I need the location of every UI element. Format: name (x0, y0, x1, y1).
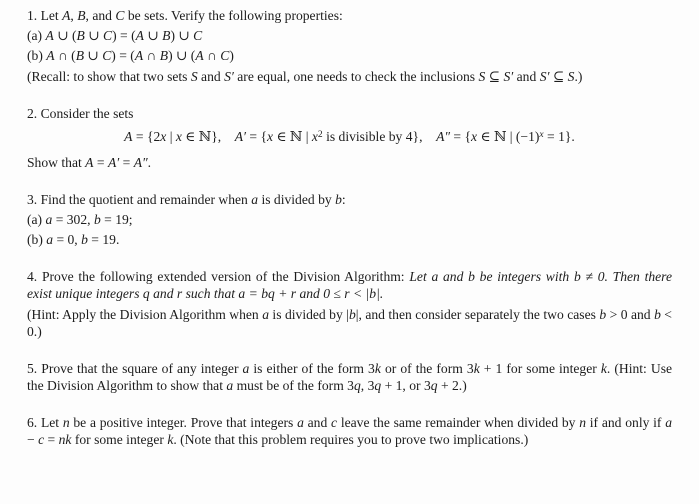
text-segment: Let a and b be integers with b ≠ 0. Then there exist unique integers q and r such that a = bq + r and 0 ≤ r < |b|. (27, 269, 672, 301)
text-segment: A (134, 48, 144, 63)
text-segment: A (62, 8, 71, 23)
text-segment: or of the form 3 (380, 361, 474, 376)
text-segment: ) ∪ ( (168, 48, 196, 63)
text-segment: k (167, 432, 174, 447)
text-segment: a (297, 415, 304, 430)
text-segment: and (197, 69, 225, 84)
text-segment: c (38, 432, 45, 447)
problem-1-item-2 (27, 47, 672, 64)
problem-1-para-3 (27, 68, 672, 85)
problem-1 (27, 7, 672, 85)
problem-set (27, 7, 672, 448)
text-segment: x (311, 129, 318, 144)
text-segment: = 19. (87, 232, 120, 247)
text-segment: .) (574, 69, 583, 84)
text-segment: a (262, 307, 269, 322)
text-segment: ∩ (143, 48, 160, 63)
text-segment: x (160, 129, 167, 144)
text-segment: ∩ ( (54, 48, 76, 63)
problem-1-item-1 (27, 27, 672, 44)
text-segment: b (599, 307, 607, 322)
problem-3-line-0 (27, 191, 672, 208)
text-segment: a (251, 192, 259, 207)
text-segment: C (102, 48, 112, 63)
text-segment: (a) (27, 28, 46, 43)
text-segment: Show that (27, 155, 86, 170)
text-segment: + 2.) (437, 378, 467, 393)
text-segment: leave the same remainder when divided by (337, 415, 580, 430)
text-segment: b (335, 192, 342, 207)
text-segment: A′ (107, 155, 120, 170)
text-segment: b (81, 232, 88, 247)
problem-5-para-0 (27, 360, 672, 394)
problem-4-para-0 (27, 268, 672, 302)
problem-2-line-2 (27, 154, 672, 171)
text-segment: = (93, 155, 108, 170)
text-segment: S′ (224, 69, 234, 84)
text-segment: and (513, 69, 540, 84)
text-segment: be sets. Verify the following properties: (124, 8, 343, 23)
text-segment: = (44, 432, 59, 447)
text-segment: < 0.) (27, 307, 672, 339)
text-segment: 1. Let (27, 8, 63, 23)
text-segment: b (93, 212, 101, 227)
text-segment: A (85, 155, 94, 170)
problem-4-para-1 (27, 306, 672, 340)
text-segment: 3. Find the quotient and remainder when (27, 192, 252, 207)
problem-2-line-0 (27, 105, 672, 122)
text-segment: ) (229, 48, 234, 63)
text-segment: A″ (133, 155, 148, 170)
text-segment: (a) (27, 212, 46, 227)
text-segment: is divisible by 4}, (322, 129, 437, 144)
text-segment: B (76, 28, 85, 43)
text-segment: | (166, 129, 176, 144)
problem-3 (27, 191, 672, 248)
text-segment: A (135, 28, 144, 43)
problem-4 (27, 268, 672, 340)
text-segment: is divided by | (268, 307, 349, 322)
text-segment: C (193, 28, 203, 43)
text-segment: B (159, 48, 169, 63)
text-segment: . (147, 155, 152, 170)
text-segment: c (331, 415, 338, 430)
text-segment: + 1, or 3 (381, 378, 431, 393)
text-segment: . (Hint: Use the Division Algorithm to show that (27, 361, 673, 393)
text-segment: ⊆ (549, 69, 568, 84)
text-segment: A (124, 129, 133, 144)
text-segment: B (162, 28, 171, 43)
text-segment: 6. Let (27, 415, 63, 430)
text-segment: k (600, 361, 607, 376)
problem-2 (27, 105, 672, 171)
text-segment: , 3 (360, 378, 375, 393)
text-segment: A (45, 28, 54, 43)
text-segment: ∈ ℕ | (−1) (477, 129, 540, 144)
text-segment: B (77, 8, 86, 23)
text-segment: = (119, 155, 134, 170)
text-segment: x (539, 129, 544, 140)
text-segment: C (220, 48, 230, 63)
text-segment: ∪ (143, 28, 163, 43)
text-segment: q (353, 378, 361, 393)
text-segment: = 302, (52, 212, 94, 227)
text-segment: a (242, 361, 250, 376)
text-segment: = {2 (132, 129, 161, 144)
text-segment: (Recall: to show that two sets (27, 69, 191, 84)
text-segment: ∪ (84, 48, 103, 63)
text-segment: = 0, (53, 232, 82, 247)
text-segment: A (46, 48, 55, 63)
text-segment: B (75, 48, 85, 63)
text-segment: ) = ( (112, 28, 136, 43)
text-segment: (b) (27, 232, 47, 247)
problem-6 (27, 414, 672, 448)
text-segment: 4. Prove the following extended version of the Division Algorithm: (27, 269, 410, 284)
text-segment: 2 (317, 129, 323, 140)
text-segment: 5. Prove that the square of any integer (27, 361, 243, 376)
text-segment: b (348, 307, 356, 322)
text-segment: n (579, 415, 587, 430)
text-segment: k (473, 361, 480, 376)
text-segment: = 19; (100, 212, 133, 227)
text-segment: x (175, 129, 182, 144)
text-segment: ∪ ( (53, 28, 77, 43)
text-segment: = { (450, 129, 472, 144)
problem-1-line-0 (27, 7, 672, 24)
text-segment: . (Note that this problem requires you to prove two implications.) (173, 432, 529, 447)
text-segment: = 1}. (543, 129, 575, 144)
text-segment: is either of the form 3 (249, 361, 375, 376)
text-segment: S (567, 69, 575, 84)
text-segment: S′ (503, 69, 514, 84)
text-segment: C (115, 8, 125, 23)
text-segment: ) ∪ (170, 28, 194, 43)
problem-3-item-1 (27, 211, 672, 228)
problem-2-equation-1 (27, 128, 672, 145)
problem-3-item-2 (27, 231, 672, 248)
text-segment: x (471, 129, 478, 144)
text-segment: S′ (539, 69, 550, 84)
text-segment: x (267, 129, 274, 144)
text-segment: A″ (436, 129, 451, 144)
text-segment: ⊆ (485, 69, 504, 84)
text-segment: a (665, 415, 672, 430)
text-segment: + 1 for some integer (479, 361, 601, 376)
text-segment: must be of the form 3 (233, 378, 354, 393)
text-segment: and (303, 415, 332, 430)
text-segment: ∩ (203, 48, 221, 63)
problem-6-para-0 (27, 414, 672, 448)
text-segment: S (190, 69, 198, 84)
text-segment: ∈ ℕ | (273, 129, 312, 144)
text-segment: if and only if (586, 415, 666, 430)
text-segment: nk (58, 432, 72, 447)
text-segment: q (430, 378, 438, 393)
text-segment: n (62, 415, 70, 430)
text-segment: a (45, 212, 53, 227)
text-segment: ) = ( (111, 48, 135, 63)
problem-5 (27, 360, 672, 394)
text-segment: S (478, 69, 486, 84)
text-segment: a (226, 378, 234, 393)
text-segment: , and (85, 8, 116, 23)
text-segment: k (374, 361, 381, 376)
text-segment: b (654, 307, 661, 322)
text-segment: q (374, 378, 382, 393)
text-segment: , (70, 8, 78, 23)
text-segment: − (27, 432, 39, 447)
text-segment: : (341, 192, 346, 207)
text-segment: A′ (234, 129, 246, 144)
text-segment: be a positive integer. Prove that integers (69, 415, 298, 430)
text-segment: = { (246, 129, 267, 144)
text-segment: C (103, 28, 113, 43)
text-segment: > 0 and (606, 307, 655, 322)
text-segment: ∈ ℕ}, (181, 129, 235, 144)
text-segment: (Hint: Apply the Division Algorithm when (27, 307, 263, 322)
text-segment: ∪ (84, 28, 104, 43)
text-segment: is divided by (258, 192, 336, 207)
text-segment: 2. Consider the sets (27, 106, 134, 121)
text-segment: A (195, 48, 204, 63)
text-segment: (b) (27, 48, 47, 63)
text-segment: for some integer (71, 432, 168, 447)
text-segment: |, and then consider separately the two cases (355, 307, 600, 322)
text-segment: a (46, 232, 54, 247)
text-segment: are equal, one needs to check the inclusions (233, 69, 479, 84)
